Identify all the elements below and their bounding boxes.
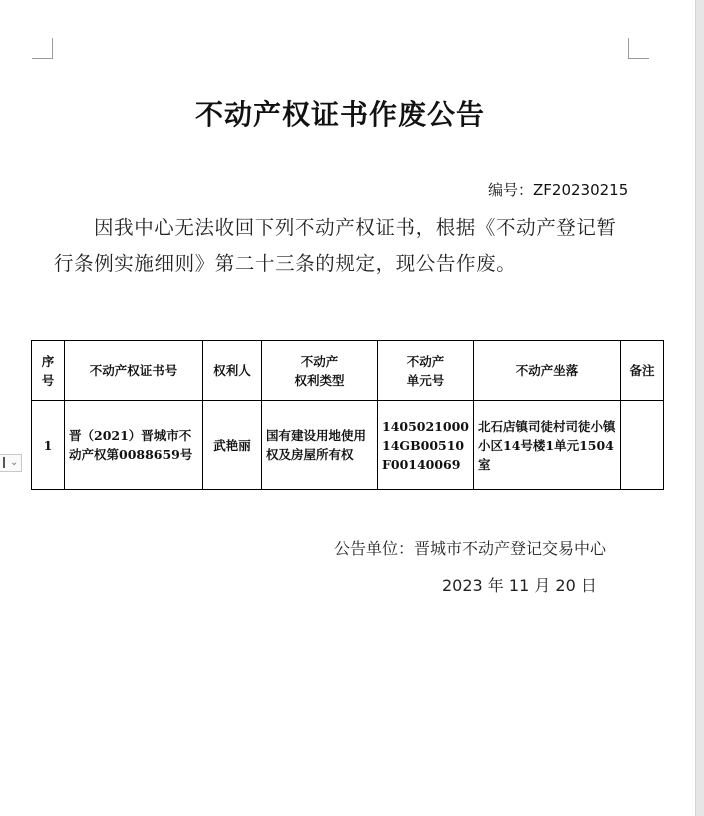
header-cell: 权利人 — [203, 341, 262, 401]
table-row-handle-icon — [3, 457, 5, 468]
header-cell: 不动产坐落 — [474, 341, 621, 401]
cell-remarks — [621, 401, 664, 490]
table-row-handle[interactable] — [0, 454, 22, 472]
header-cell: 备注 — [621, 341, 664, 401]
page-corner-marker-top-right — [628, 38, 649, 59]
document-title: 不动产权证书作废公告 — [194, 98, 485, 131]
certificate-table — [31, 340, 664, 490]
header-cell: 不动产 单元号 — [378, 341, 474, 401]
table-header-row — [32, 341, 664, 401]
announcement-body: 因我中心无法收回下列不动产权证书，根据《不动产登记暂行条例实施细则》第二十三条的规定，现公告作废。 — [54, 216, 617, 275]
document-number: 编号：ZF20230215 — [488, 181, 629, 199]
cell-serial: 1 — [32, 401, 65, 490]
header-cell: 序号 — [32, 341, 65, 401]
cell-certificate-no: 晋（2021）晋城市不动产权第0088659号 — [65, 401, 203, 490]
cell-right-type: 国有建设用地使用权及房屋所有权 — [262, 401, 378, 490]
page-corner-marker-top-left — [32, 38, 53, 59]
announcement-date: 2023 年 11 月 20 日 — [442, 576, 597, 595]
cell-unit-no: 140502100014GB00510F00140069 — [378, 401, 474, 490]
cell-location: 北石店镇司徒村司徒小镇小区14号楼1单元1504室 — [474, 401, 621, 490]
header-cell: 不动产 权利类型 — [262, 341, 378, 401]
chevron-down-icon: ⌄ — [10, 457, 19, 468]
vertical-scrollbar[interactable] — [695, 0, 704, 816]
header-cell: 不动产权证书号 — [65, 341, 203, 401]
issuing-unit: 公告单位：晋城市不动产登记交易中心 — [334, 539, 607, 558]
cell-owner: 武艳丽 — [203, 401, 262, 490]
table-row — [32, 401, 664, 490]
